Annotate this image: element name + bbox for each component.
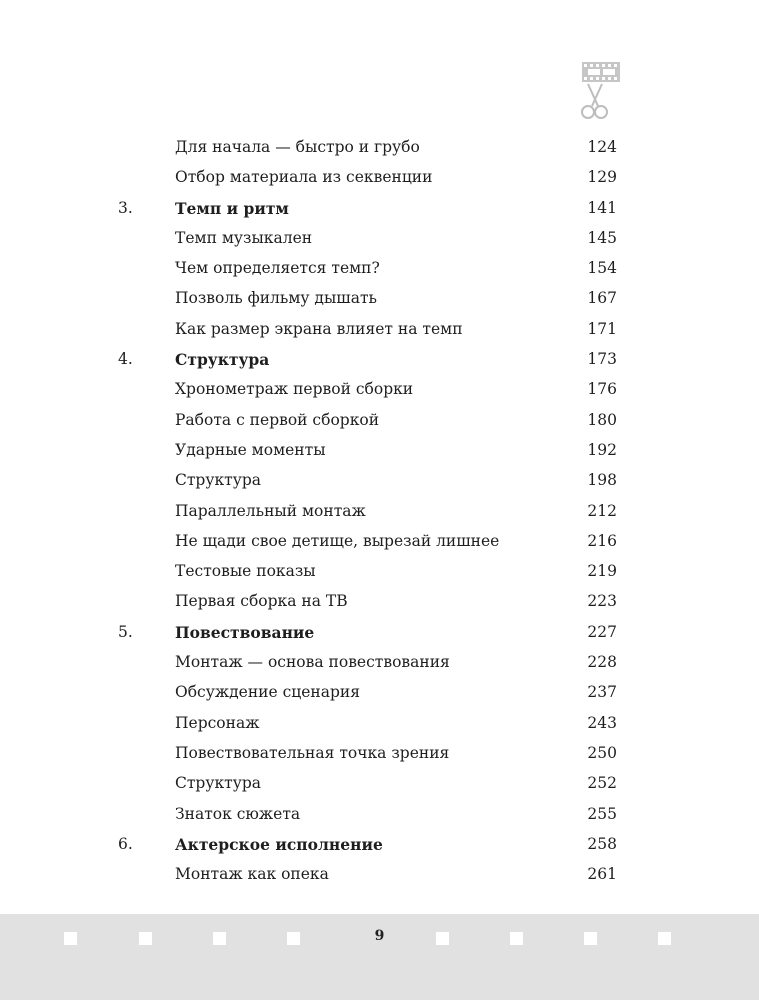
toc-row bbox=[0, 285, 759, 315]
toc-row bbox=[0, 710, 759, 740]
toc-row bbox=[0, 225, 759, 255]
toc-chapter-row bbox=[0, 619, 759, 649]
toc-page-number: 216 bbox=[587, 531, 617, 550]
toc-row bbox=[0, 861, 759, 891]
toc-page-number: 198 bbox=[587, 471, 617, 490]
toc-page-number: 250 bbox=[587, 743, 617, 762]
toc-row bbox=[0, 498, 759, 528]
toc-page-number: 227 bbox=[587, 622, 617, 641]
film-perforation bbox=[658, 932, 671, 945]
toc-page-number: 219 bbox=[587, 562, 617, 581]
toc-row bbox=[0, 164, 759, 194]
toc-entry-title: Работа с первой сборкой bbox=[175, 410, 380, 429]
toc-page-number: 154 bbox=[587, 259, 617, 278]
toc-entry-title: Чем определяется темп? bbox=[175, 259, 380, 278]
toc-row bbox=[0, 528, 759, 558]
toc-page-number: 124 bbox=[587, 138, 617, 156]
toc-row bbox=[0, 437, 759, 467]
toc-entry-title: Структура bbox=[175, 471, 262, 490]
toc-chapter-number: 5. bbox=[118, 622, 133, 641]
toc-chapter-row bbox=[0, 346, 759, 376]
toc-page-number: 212 bbox=[587, 501, 617, 520]
toc-entry-title: Повествовательная точка зрения bbox=[175, 743, 450, 762]
toc-page-number: 145 bbox=[587, 228, 617, 247]
toc-entry-title: Позволь фильму дышать bbox=[175, 289, 377, 308]
toc-entry-title: Для начала — быстро и грубо bbox=[175, 138, 420, 156]
toc-page-number: 173 bbox=[587, 350, 617, 369]
page-number: 9 bbox=[374, 928, 385, 944]
toc-entry-title: Структура bbox=[175, 774, 262, 793]
toc-entry-title: Актерское исполнение bbox=[175, 834, 383, 854]
toc-row bbox=[0, 407, 759, 437]
toc-row bbox=[0, 467, 759, 497]
toc-row bbox=[0, 316, 759, 346]
footer-band bbox=[0, 914, 759, 1000]
toc-row bbox=[0, 255, 759, 285]
toc-page-number: 243 bbox=[587, 713, 617, 732]
toc-row bbox=[0, 770, 759, 800]
toc-page-number: 180 bbox=[587, 410, 617, 429]
toc-page-number: 141 bbox=[587, 198, 617, 217]
toc-entry-title: Персонаж bbox=[175, 713, 260, 732]
toc-page-number: 261 bbox=[587, 865, 617, 884]
toc-row bbox=[0, 558, 759, 588]
toc-entry-title: Обсуждение сценария bbox=[175, 683, 361, 702]
toc-entry-title: Не щади свое детище, вырезай лишнее bbox=[175, 531, 500, 550]
toc-entry-title: Повествование bbox=[175, 622, 315, 642]
toc-entry-title: Как размер экрана влияет на темп bbox=[175, 319, 463, 338]
toc-chapter-row bbox=[0, 195, 759, 225]
toc-row bbox=[0, 679, 759, 709]
toc-page-number: 255 bbox=[587, 804, 617, 823]
toc-page-number: 192 bbox=[587, 440, 617, 459]
toc-entry-title: Тестовые показы bbox=[175, 562, 316, 581]
toc-chapter-number: 4. bbox=[118, 350, 133, 369]
toc-row bbox=[0, 376, 759, 406]
toc-page-number: 252 bbox=[587, 774, 617, 793]
toc-chapter-row bbox=[0, 831, 759, 861]
toc-chapter-number: 6. bbox=[118, 834, 133, 853]
toc-entry-title: Ударные моменты bbox=[175, 440, 326, 459]
toc-entry-title: Параллельный монтаж bbox=[175, 501, 366, 520]
toc-entry-title: Отбор материала из секвенции bbox=[175, 168, 433, 187]
toc-row bbox=[0, 588, 759, 618]
toc-entry-title: Монтаж — основа повествования bbox=[175, 653, 450, 672]
toc-row bbox=[0, 740, 759, 770]
toc-entry-title: Темп и ритм bbox=[175, 198, 289, 218]
toc-row bbox=[0, 801, 759, 831]
table-of-contents bbox=[0, 134, 759, 891]
film-perforation bbox=[436, 932, 449, 945]
toc-page-number: 258 bbox=[587, 834, 617, 853]
toc-entry-title: Структура bbox=[175, 350, 270, 370]
toc-entry-title: Первая сборка на ТВ bbox=[175, 592, 348, 611]
toc-entry-title: Хронометраж первой сборки bbox=[175, 380, 414, 399]
film-strip-scissors-icon bbox=[568, 60, 624, 122]
toc-page-number: 223 bbox=[587, 592, 617, 611]
toc-page-number: 129 bbox=[587, 168, 617, 187]
toc-chapter-number: 3. bbox=[118, 198, 133, 217]
toc-page-number: 171 bbox=[587, 319, 617, 338]
toc-page-number: 237 bbox=[587, 683, 617, 702]
toc-row bbox=[0, 134, 759, 164]
film-perforation bbox=[584, 932, 597, 945]
toc-page-number: 228 bbox=[587, 653, 617, 672]
toc-entry-title: Темп музыкален bbox=[175, 228, 313, 247]
toc-page-number: 176 bbox=[587, 380, 617, 399]
toc-page-number: 167 bbox=[587, 289, 617, 308]
toc-row bbox=[0, 649, 759, 679]
film-perforation bbox=[510, 932, 523, 945]
toc-entry-title: Монтаж как опека bbox=[175, 865, 329, 884]
toc-entry-title: Знаток сюжета bbox=[175, 804, 301, 823]
